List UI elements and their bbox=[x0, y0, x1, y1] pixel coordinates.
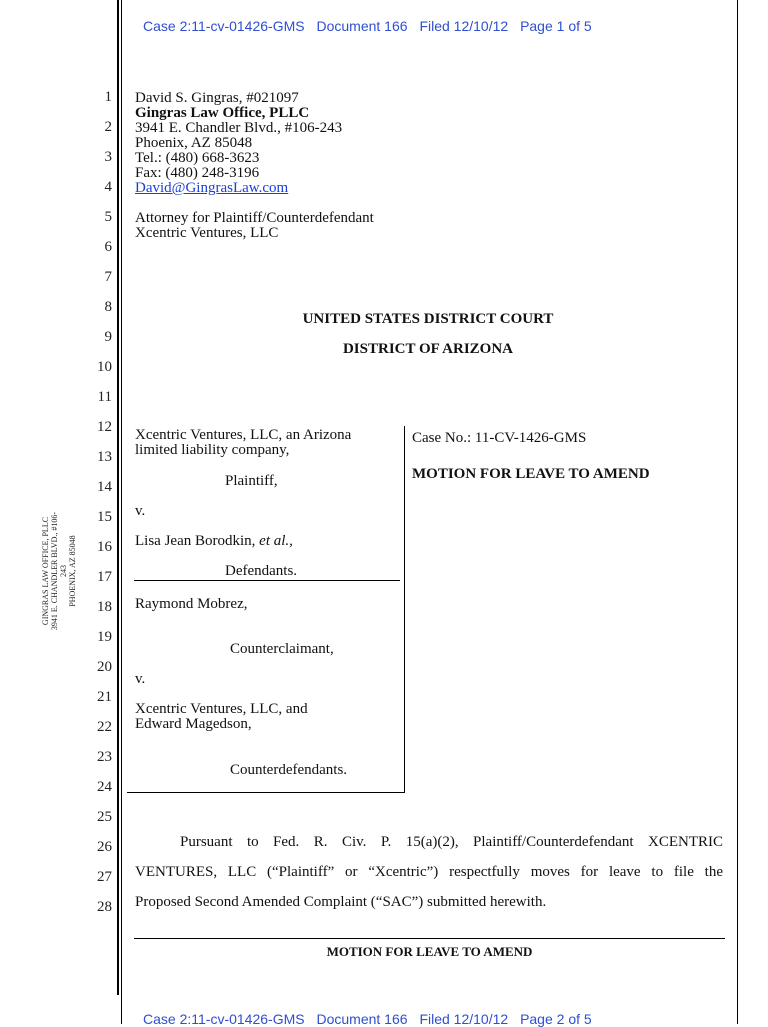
caption-defendant bbox=[135, 534, 293, 549]
header-filed: Filed 12/10/12 bbox=[419, 18, 509, 34]
motion-body-line-3: Proposed Second Amended Complaint (“SAC”) submitted herewith. bbox=[135, 894, 547, 910]
caption-defendant-etal: et al. bbox=[259, 533, 290, 549]
attorney-address-1: 3941 E. Chandler Blvd., #106-243 bbox=[135, 120, 343, 136]
header-case: Case 2:11-cv-01426-GMS bbox=[143, 18, 305, 34]
case-number: Case No.: 11-CV-1426-GMS bbox=[412, 430, 587, 446]
line-number: 22 bbox=[97, 719, 112, 735]
caption-v-1: v. bbox=[135, 503, 146, 519]
attorney-role-1: Attorney for Plaintiff/Counterdefendant bbox=[135, 210, 374, 226]
line-number: 14 bbox=[97, 479, 112, 495]
caption-vertical-rule bbox=[404, 426, 405, 792]
line-number: 7 bbox=[104, 269, 112, 285]
line-number: 16 bbox=[97, 539, 112, 555]
court-district: DISTRICT OF ARIZONA bbox=[342, 341, 514, 357]
next-page-left-rule bbox=[121, 995, 122, 1024]
line-number: 24 bbox=[97, 779, 112, 795]
motion-title: MOTION FOR LEAVE TO AMEND bbox=[412, 466, 650, 482]
caption-plaintiff-2: limited liability company, bbox=[135, 442, 290, 458]
caption-counterdef-1: Xcentric Ventures, LLC, and bbox=[135, 701, 308, 717]
line-number: 25 bbox=[97, 809, 112, 825]
line-number: 12 bbox=[97, 419, 112, 435]
footer-rule bbox=[134, 938, 725, 939]
firm-sidebar bbox=[41, 506, 77, 636]
caption-counterdef-2: Edward Magedson, bbox=[135, 716, 252, 732]
caption-bottom-rule bbox=[127, 792, 405, 793]
line-number: 27 bbox=[97, 869, 112, 885]
next-page-header bbox=[143, 1011, 600, 1027]
caption-counterclaimant-label: Counterclaimant, bbox=[230, 641, 334, 657]
left-margin-rule-inner bbox=[121, 0, 122, 995]
page-break-gap bbox=[0, 995, 768, 996]
attorney-fax: Fax: (480) 248-3196 bbox=[135, 165, 260, 181]
caption-plaintiff-1: Xcentric Ventures, LLC, an Arizona bbox=[135, 427, 352, 443]
line-number: 13 bbox=[97, 449, 112, 465]
next-header-filed: Filed 12/10/12 bbox=[419, 1011, 509, 1027]
caption-defendant-name: Lisa Jean Borodkin, bbox=[135, 533, 260, 549]
attorney-name: David S. Gingras, #021097 bbox=[135, 90, 299, 106]
line-number: 1 bbox=[104, 89, 112, 105]
line-number: 9 bbox=[104, 329, 112, 345]
line-number: 15 bbox=[97, 509, 112, 525]
line-number: 4 bbox=[104, 179, 112, 195]
attorney-email-link[interactable]: David@GingrasLaw.com bbox=[135, 180, 289, 196]
attorney-address-2: Phoenix, AZ 85048 bbox=[135, 135, 253, 151]
next-page-right-rule bbox=[737, 995, 738, 1024]
line-number: 3 bbox=[104, 149, 112, 165]
left-margin-rule-outer bbox=[117, 0, 119, 995]
line-number: 8 bbox=[104, 299, 112, 315]
motion-body-line-1: Pursuant to Fed. R. Civ. P. 15(a)(2), Plaintiff/Counterdefendant XCENTRIC bbox=[180, 834, 723, 850]
right-margin-rule bbox=[737, 0, 738, 995]
line-number: 2 bbox=[104, 119, 112, 135]
line-number: 5 bbox=[104, 209, 112, 225]
caption-defendants-label: Defendants. bbox=[225, 563, 298, 579]
header-document: Document 166 bbox=[316, 18, 408, 34]
motion-body-line-2: VENTURES, LLC (“Plaintiff” or “Xcentric”) respectfully moves for leave to file the bbox=[135, 864, 723, 880]
line-number: 11 bbox=[97, 389, 112, 405]
line-number: 18 bbox=[97, 599, 112, 615]
line-number: 21 bbox=[97, 689, 112, 705]
sidebar-line-2: 3941 E. CHANDLER BLVD., #106-243 bbox=[50, 511, 68, 631]
caption-mid-divider bbox=[134, 580, 400, 581]
attorney-role-2: Xcentric Ventures, LLC bbox=[135, 225, 279, 241]
attorney-firm: Gingras Law Office, PLLC bbox=[135, 105, 310, 121]
header-page: Page 1 of 5 bbox=[520, 18, 592, 34]
court-name: UNITED STATES DISTRICT COURT bbox=[302, 311, 554, 327]
caption-defendant-comma: , bbox=[289, 533, 293, 549]
sidebar-line-1: GINGRAS LAW OFFICE, PLLC bbox=[41, 516, 50, 626]
footer-title: MOTION FOR LEAVE TO AMEND bbox=[326, 944, 533, 959]
line-number: 23 bbox=[97, 749, 112, 765]
caption-counterdef-label: Counterdefendants. bbox=[230, 762, 348, 778]
caption-v-2: v. bbox=[135, 671, 146, 687]
next-header-case: Case 2:11-cv-01426-GMS bbox=[143, 1011, 305, 1027]
caption-counterclaimant-name: Raymond Mobrez, bbox=[135, 596, 248, 612]
line-number: 28 bbox=[97, 899, 112, 915]
line-number: 6 bbox=[104, 239, 112, 255]
attorney-tel: Tel.: (480) 668-3623 bbox=[135, 150, 260, 166]
next-header-page: Page 2 of 5 bbox=[520, 1011, 592, 1027]
motion-body bbox=[135, 827, 723, 917]
caption-plaintiff-label: Plaintiff, bbox=[225, 473, 278, 489]
line-number: 17 bbox=[97, 569, 112, 585]
line-number: 20 bbox=[97, 659, 112, 675]
next-header-document: Document 166 bbox=[316, 1011, 408, 1027]
line-number: 26 bbox=[97, 839, 112, 855]
line-number: 10 bbox=[97, 359, 112, 375]
sidebar-line-3: PHOENIX, AZ 85048 bbox=[68, 535, 77, 607]
line-number: 19 bbox=[97, 629, 112, 645]
page-header bbox=[143, 18, 600, 34]
